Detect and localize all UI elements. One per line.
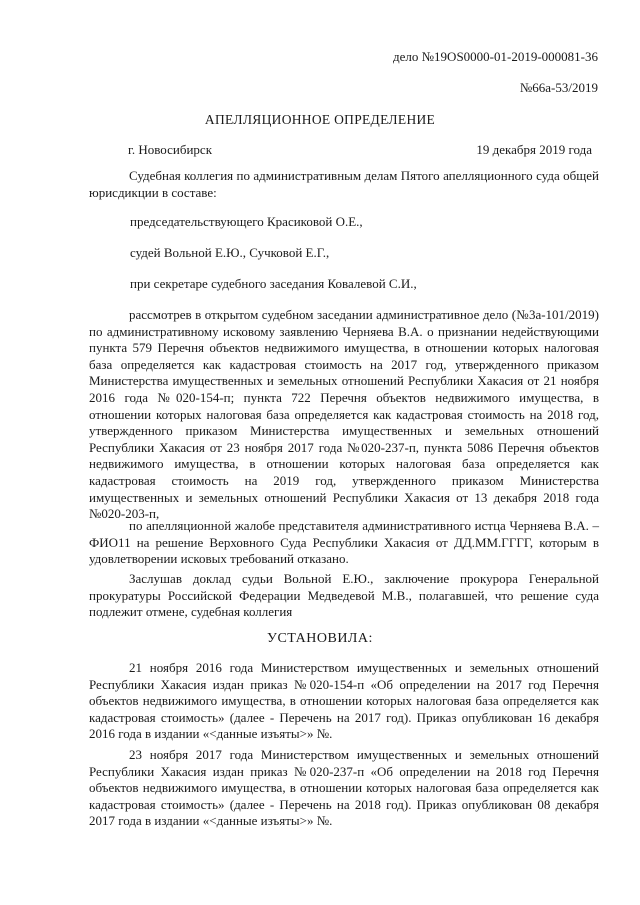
paragraph-text: Заслушав доклад судьи Вольной Е.Ю., заключение прокурора Генеральной прокуратуры Российской Федерации Медведевой М.В., полагавшей, что решение суда подлежит отмене, судебная коллегия bbox=[89, 571, 599, 620]
paragraph-text: рассмотрев в открытом судебном заседании административное дело (№3а-101/2019) по административному исковому заявлению Черняева В.А. о признании недействующими пункта 579 Перечня объектов недвижимого имущества, в отношении которых налоговая база определяется как кадастровая стоимость на 2017 год, утвержденного приказом Министерства имущественных и земельных отношений Республики Хакасия от 21 ноября 2016 года №020-154-п; пункта 722 Перечня объектов недвижимого имущества, в отношении которых налоговая база определяется как кадастровая стоимость на 2018 год, утвержденного приказом Министерства имущественных и земельных отношений Республики Хакасия от 23 ноября 2017 года №020-237-п, пункта 5086 Перечня объектов недвижимого имущества, в отношении которых налоговая база определяется как кадастровая стоимость на 2019 год, утвержденного приказом Министерства имущественных и земельных отношений Республики Хакасия от 13 декабря 2018 года №020-203-п, bbox=[89, 307, 599, 522]
paragraph-text: 23 ноября 2017 года Министерством имущественных и земельных отношений Республики Хакасия издан приказ №020-237-п «Об определении на 2018 год Перечня объектов недвижимого имущества, в отношении которых налоговая база определяется как кадастровая стоимость» (далее - Перечень на 2018 год). Приказ опубликован 08 декабря 2017 года в издании «<данные изъяты>» №. bbox=[89, 747, 599, 829]
paragraph-text: 21 ноября 2016 года Министерством имущественных и земельных отношений Республики Хакасия издан приказ №020-154-п «Об определении на 2017 год Перечня объектов недвижимого имущества, в отношении которых налоговая база определяется как кадастровая стоимость» (далее - Перечень на 2017 год). Приказ опубликован 16 декабря 2016 года в издании «<данные изъяты>» №. bbox=[89, 660, 599, 742]
section-heading: УСТАНОВИЛА: bbox=[267, 631, 373, 646]
college-paragraph bbox=[89, 168, 599, 201]
act-number: №66а-53/2019 bbox=[519, 80, 598, 95]
case-number: дело №19OS0000-01-2019-000081-36 bbox=[393, 49, 598, 64]
paragraph-text: Судебная коллегия по административным делам Пятого апелляционного суда общей юрисдикции в составе: bbox=[89, 168, 599, 200]
appeal-paragraph bbox=[89, 518, 599, 568]
established-paragraph-1 bbox=[89, 660, 599, 743]
date: 19 декабря 2019 года bbox=[476, 142, 592, 157]
judges-line: судей Вольной Е.Ю., Сучковой Е.Г., bbox=[130, 245, 330, 260]
considered-paragraph bbox=[89, 307, 599, 523]
paragraph-text: по апелляционной жалобе представителя административного истца Черняева В.А. – ФИО11 на решение Верховного Суда Республики Хакасия от ДД.ММ.ГГГГ, которым в удовлетворении исковых требований отказано. bbox=[89, 518, 599, 567]
document-title: АПЕЛЛЯЦИОННОЕ ОПРЕДЕЛЕНИЕ bbox=[204, 112, 436, 127]
established-paragraph-2 bbox=[89, 747, 599, 830]
secretary-line: при секретаре судебного заседания Ковалевой С.И., bbox=[130, 276, 417, 291]
chair-line: председательствующего Красиковой О.Е., bbox=[130, 214, 363, 229]
heard-paragraph bbox=[89, 571, 599, 621]
place: г. Новосибирск bbox=[128, 142, 213, 157]
